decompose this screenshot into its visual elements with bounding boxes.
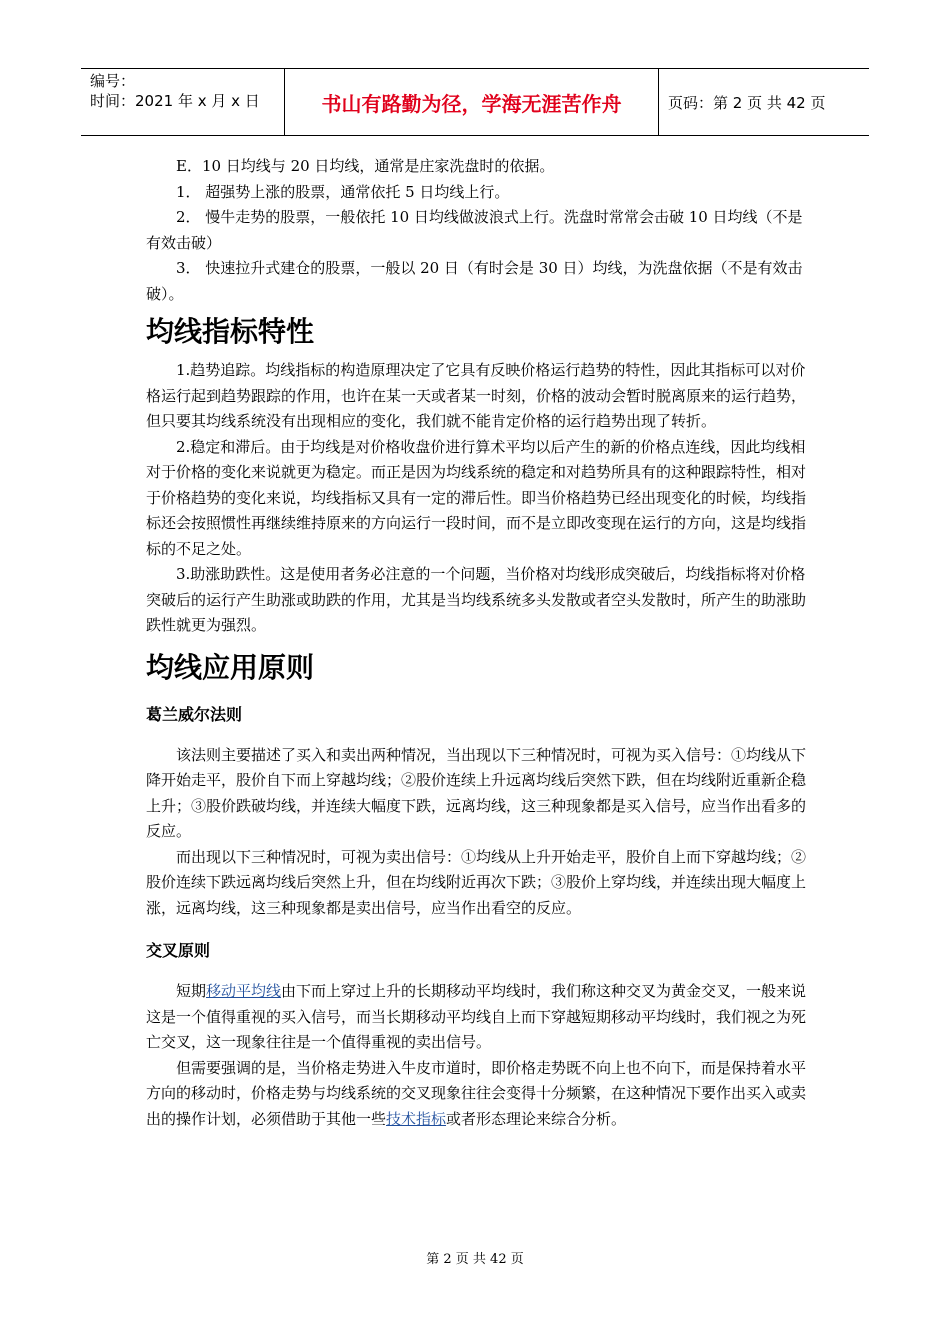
section-heading: 均线指标特性	[146, 315, 315, 348]
subsection-heading: 葛兰威尔法则	[146, 704, 243, 724]
intro-paragraph: E．10 日均线与 20 日均线，通常是庄家洗盘时的依据。	[176, 157, 555, 175]
text-span: 但需要强调的是，当价格走势进入牛皮市道时，即价格走势既不向上也不向下，而是保持着水平方向的移动时，价格走势与均线系统的交叉现象往往会变得十分频繁，在这种情况下要作出买入或卖出的操作计划，必须借助于其他一些	[146, 1058, 807, 1128]
text-span: 或者形态理论来综合分析。	[446, 1109, 627, 1128]
header-motto: 书山有路勤为径，学海无涯苦作舟	[284, 69, 659, 135]
body-paragraph	[146, 1056, 810, 1133]
time-label: 时间：2021 年 x 月 x 日	[90, 92, 260, 110]
intro-paragraph: 2． 慢牛走势的股票，一般依托 10 日均线做波浪式上行。洗盘时常常会击破 10 日均线（不是有效击破）	[146, 208, 803, 252]
page-header	[81, 68, 869, 136]
moving-average-link[interactable]: 移动平均线	[206, 982, 282, 1000]
body-paragraph: 2.稳定和滞后。由于均线是对价格收盘价进行算术平均以后产生的新的价格点连线，因此均线相对于价格的变化来说就更为稳定。而正是因为均线系统的稳定和对趋势所具有的这种跟踪特性，相对于价格趋势的变化来说，均线指标又具有一定的滞后性。即当价格趋势已经出现变化的时候，均线指标还会按照惯性再继续维持原来的方向运行一段时间，而不是立即改变现在运行的方向，这是均线指标的不足之处。	[146, 437, 807, 558]
number-label: 编号：	[90, 72, 136, 90]
body-paragraph	[146, 979, 810, 1056]
technical-indicator-link[interactable]: 技术指标	[386, 1109, 447, 1128]
body-paragraph: 1.趋势追踪。均线指标的构造原理决定了它具有反映价格运行趋势的特性，因此其指标可以对价格运行起到趋势跟踪的作用，也许在某一天或者某一时刻，价格的波动会暂时脱离原来的运行趋势，但只要其均线系统没有出现相应的变化，我们就不能肯定价格的运行趋势出现了转折。	[146, 361, 807, 430]
text-span: 由下而上穿过上升的长期移动平均线时，我们称这种交叉为黄金交叉，一般来说这是一个值得重视的买入信号，而当长期移动平均线自上而下穿越短期移动平均线时，我们视之为死亡交叉，这一现象往往是一个值得重视的卖出信号。	[146, 982, 807, 1051]
page-footer: 第 2 页 共 42 页	[426, 1252, 524, 1267]
section-heading: 均线应用原则	[146, 650, 315, 684]
body-paragraph: 3.助涨助跌性。这是使用者务必注意的一个问题，当价格对均线形成突破后，均线指标将对价格突破后的运行产生助涨或助跌的作用，尤其是当均线系统多头发散或者空头发散时，所产生的助涨助跌性就更为强烈。	[146, 565, 807, 634]
header-info	[81, 69, 284, 135]
subsection-heading: 交叉原则	[146, 941, 211, 960]
document-body	[146, 154, 810, 1132]
text-span: 短期	[176, 982, 207, 1000]
body-paragraph: 而出现以下三种情况时，可视为卖出信号：①均线从上升开始走平，股价自上而下穿越均线；②股价连续下跌远离均线后突然上升，但在均线附近再次下跌；③股价上穿均线，并连续出现大幅度上涨，远离均线，这三种现象都是卖出信号，应当作出看空的反应。	[146, 847, 807, 917]
intro-paragraph: 1． 超强势上涨的股票，通常依托 5 日均线上行。	[176, 182, 510, 201]
intro-paragraph: 3． 快速拉升式建仓的股票，一般以 20 日（有时会是 30 日）均线，为洗盘依据（不是有效击破）。	[146, 259, 803, 303]
body-paragraph: 该法则主要描述了买入和卖出两种情况，当出现以下三种情况时，可视为买入信号：①均线从下降开始走平，股价自下而上穿越均线；②股价连续上升远离均线后突然下跌，但在均线附近重新企稳上升；③股价跌破均线，并连续大幅度下跌，远离均线，这三种现象都是买入信号，应当作出看多的反应。	[146, 745, 807, 840]
page-info: 页码：第 2 页 共 42 页	[668, 93, 826, 112]
